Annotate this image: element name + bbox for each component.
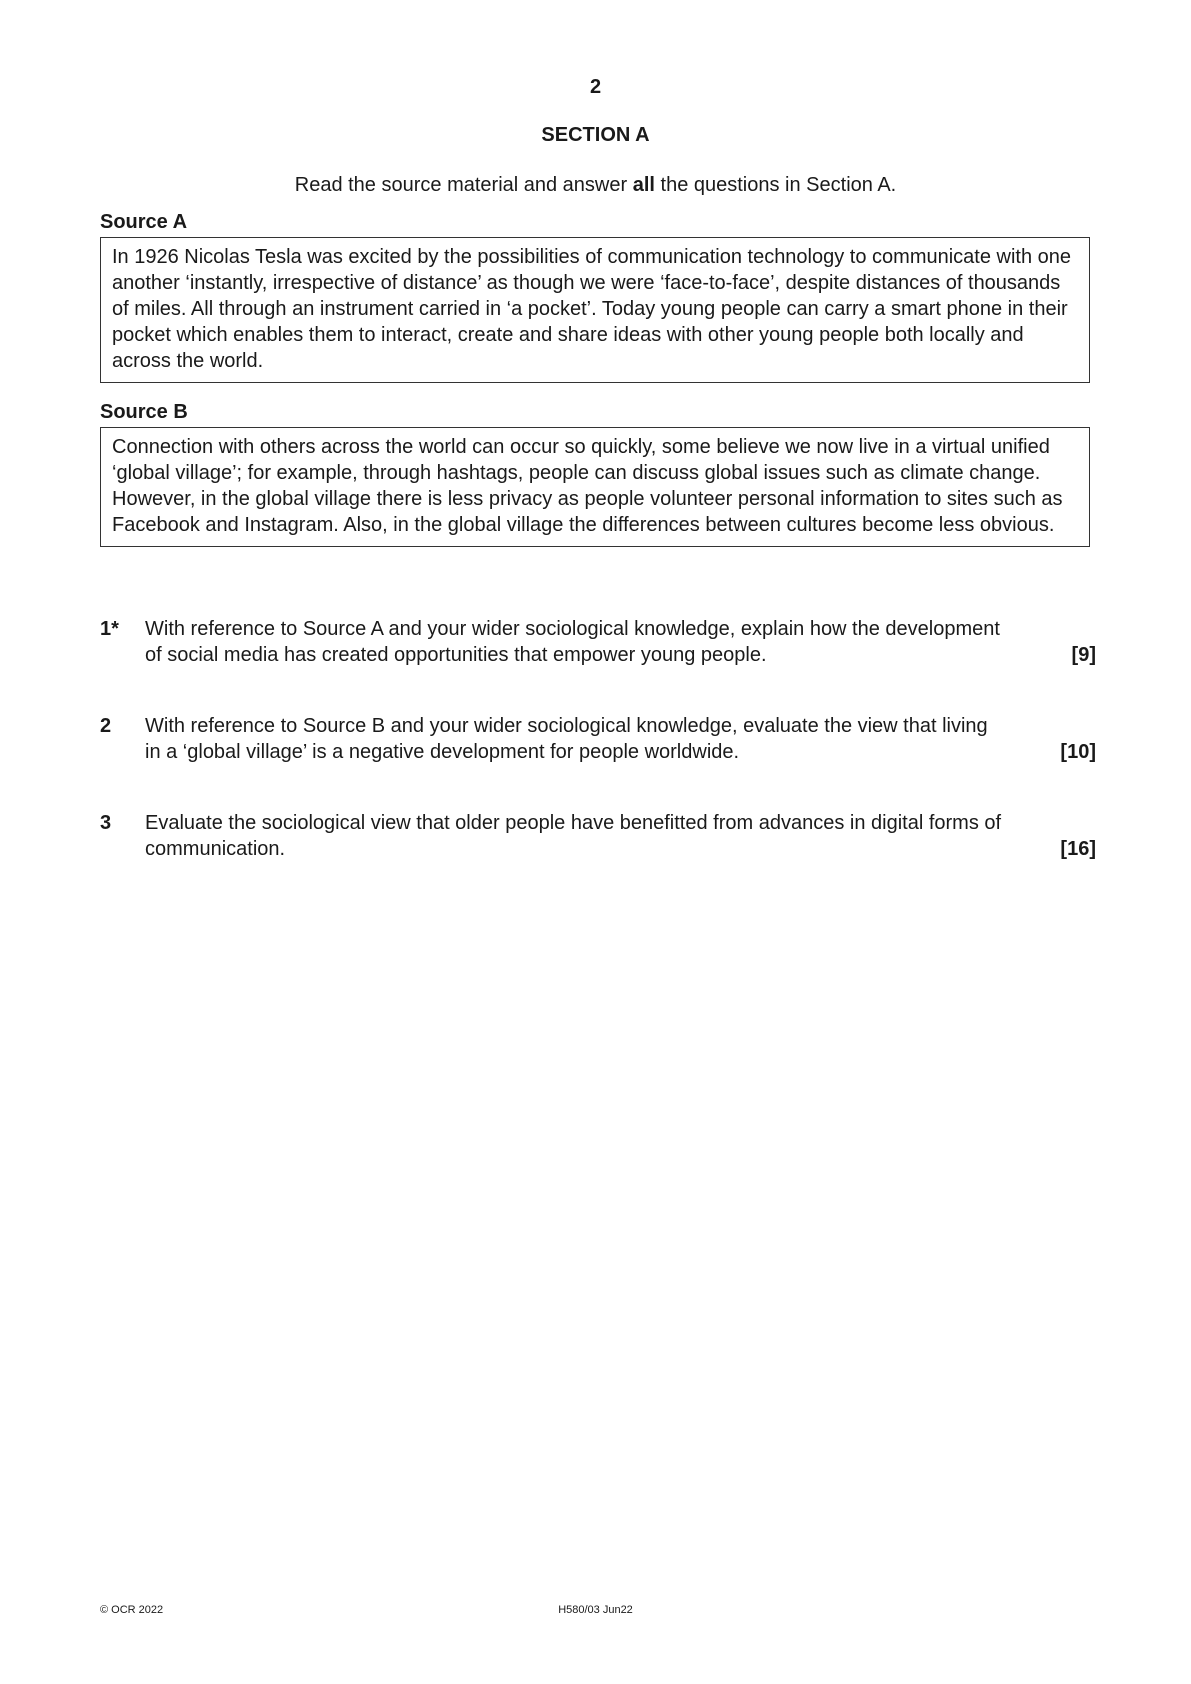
source-a-label: Source A [100, 211, 188, 233]
question-number: 1* [100, 618, 119, 640]
question-marks: [9] [1071, 644, 1096, 666]
question-text-line: With reference to Source A and your wider sociological knowledge, explain how the development [145, 618, 1000, 640]
instruction-text-bold: all [632, 174, 655, 196]
instruction-text-start: Read the source material and answer [294, 174, 633, 196]
question-1 [100, 616, 1096, 668]
question-text-line: communication. [145, 838, 286, 860]
question-marks: [16] [1060, 838, 1096, 860]
question-text-line: in a ‘global village’ is a negative development for people worldwide. [145, 741, 740, 763]
question-marks: [10] [1060, 741, 1096, 763]
question-3 [100, 810, 1096, 862]
question-text-line: of social media has created opportunities that empower young people. [145, 644, 767, 666]
footer-paper-code: H580/03 Jun22 [558, 1604, 633, 1616]
question-number: 3 [100, 812, 112, 834]
question-text-line: Evaluate the sociological view that older people have benefitted from advances in digital forms of [145, 812, 1002, 834]
source-b-box: Connection with others across the world can occur so quickly, some believe we now live in a virtual unified ‘global village’; for example, through hashtags, people can discuss global issues such as climate change. However, in the global village there is less privacy as people volunteer personal information to sites such as Facebook and Instagram. Also, in the global village the differences between cultures become less obvious. [100, 427, 1090, 547]
footer-copyright: © OCR 2022 [100, 1604, 164, 1616]
source-a-box: In 1926 Nicolas Tesla was excited by the possibilities of communication technology to communicate with one another ‘instantly, irrespective of distance’ as though we were ‘face-to-face’, despite distances of thousands of miles. All through an instrument carried in ‘a pocket’. Today young people can carry a smart phone in their pocket which enables them to interact, create and share ideas with other young people both locally and across the world. [100, 237, 1090, 383]
question-text-line: With reference to Source B and your wider sociological knowledge, evaluate the view that living [145, 715, 988, 737]
source-b-label: Source B [100, 401, 188, 423]
page-number: 2 [589, 76, 602, 98]
section-instruction [0, 174, 1191, 197]
instruction-text-end: the questions in Section A. [654, 174, 897, 196]
question-2 [100, 713, 1096, 765]
section-title: SECTION A [541, 124, 650, 146]
question-number: 2 [100, 715, 112, 737]
